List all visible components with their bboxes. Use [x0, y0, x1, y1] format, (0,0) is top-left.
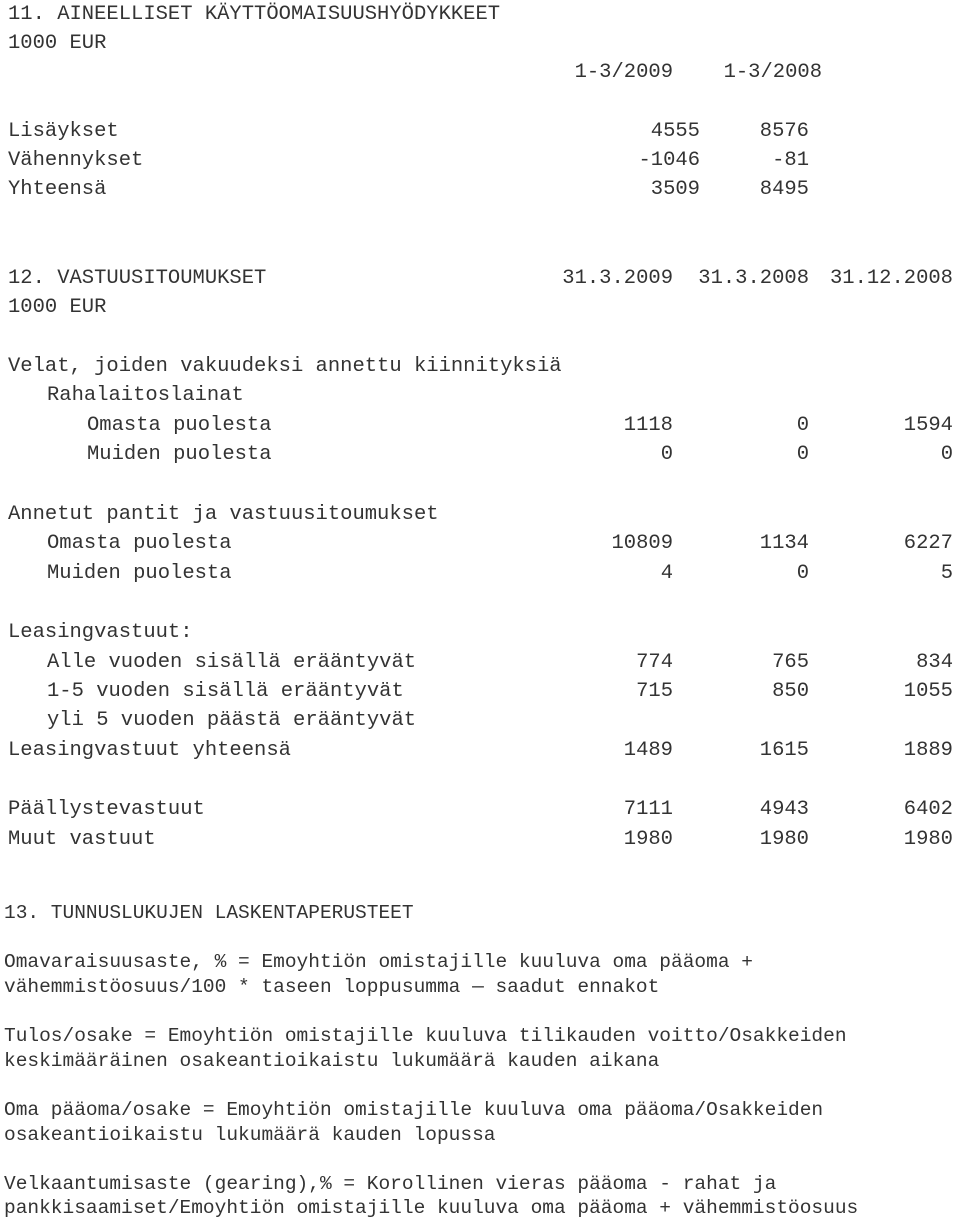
row-value: 1134 — [759, 532, 809, 555]
row-value: 4943 — [759, 798, 809, 821]
row-value: 0 — [796, 443, 809, 466]
row-label: Omasta puolesta — [47, 532, 232, 555]
row-value: 3509 — [650, 178, 700, 201]
row-value: 0 — [796, 414, 809, 437]
formula-note-line: Omavaraisuusaste, % = Emoyhtiön omistajille kuuluva oma pääoma + — [4, 951, 753, 973]
table-row — [0, 825, 960, 854]
section-11-period-header — [0, 58, 960, 87]
row-value: 1118 — [623, 414, 673, 437]
row-value: 8576 — [759, 120, 809, 143]
total-row — [0, 736, 960, 765]
formula-note-line: osakeantioikaistu lukumäärä kauden lopussa — [4, 1124, 496, 1146]
row-value: 1889 — [903, 739, 953, 762]
formula-note-line: Oma pääoma/osake = Emoyhtiön omistajille kuuluva oma pääoma/Osakkeiden — [4, 1099, 824, 1121]
table-row — [0, 529, 960, 558]
row-value: 10809 — [611, 532, 673, 555]
table-row — [0, 795, 960, 824]
row-value: 850 — [772, 680, 809, 703]
section-11-title — [0, 0, 960, 29]
section-13-title: 13. TUNNUSLUKUJEN LASKENTAPERUSTEET — [4, 902, 414, 924]
table-row — [0, 146, 960, 175]
row-value: 4 — [660, 562, 673, 585]
group-heading — [0, 500, 960, 529]
date-header-2: 31.3.2008 — [698, 267, 809, 290]
row-value: 7111 — [623, 798, 673, 821]
row-label: Päällystevastuut — [8, 798, 205, 821]
row-value: 0 — [660, 443, 673, 466]
group-heading-text: Velat, joiden vakuudeksi annettu kiinnityksiä — [8, 355, 562, 378]
row-label: Yhteensä — [8, 178, 107, 201]
table-row — [0, 175, 960, 204]
section-12-header — [0, 264, 960, 293]
row-value: 5 — [940, 562, 953, 585]
group-heading — [0, 352, 960, 381]
table-row — [0, 706, 960, 735]
row-value: 6227 — [903, 532, 953, 555]
group-subheading-text: Rahalaitoslainat — [47, 384, 244, 407]
row-value: 715 — [636, 680, 673, 703]
row-value: 4555 — [650, 120, 700, 143]
row-label: Muut vastuut — [8, 828, 156, 851]
group-subheading — [0, 381, 960, 410]
row-value: 0 — [940, 443, 953, 466]
table-row — [0, 648, 960, 677]
table-row — [0, 117, 960, 146]
row-value: 1594 — [903, 414, 953, 437]
period-header-1: 1-3/2009 — [574, 61, 673, 84]
row-value: 1980 — [623, 828, 673, 851]
row-value: 765 — [772, 651, 809, 674]
row-value: 834 — [916, 651, 953, 674]
group-heading — [0, 618, 960, 647]
row-value: -81 — [772, 149, 809, 172]
formula-note-line: Tulos/osake = Emoyhtiön omistajille kuuluva tilikauden voitto/Osakkeiden — [4, 1025, 847, 1047]
table-row — [0, 559, 960, 588]
table-row — [0, 677, 960, 706]
row-label: 1-5 vuoden sisällä erääntyvät — [47, 680, 404, 703]
section-title-text: 12. VASTUUSITOUMUKSET — [8, 267, 267, 290]
formula-note-line: Velkaantumisaste (gearing),% = Korollinen vieras pääoma - rahat ja — [4, 1173, 777, 1195]
formula-note-line: pankkisaamiset/Emoyhtiön omistajille kuuluva oma pääoma + vähemmistöosuus — [4, 1197, 859, 1219]
row-label: Leasingvastuut yhteensä — [8, 739, 291, 762]
row-label: Alle vuoden sisällä erääntyvät — [47, 651, 417, 674]
row-label: Omasta puolesta — [87, 414, 272, 437]
group-heading-text: Leasingvastuut: — [8, 621, 193, 644]
row-value: 1980 — [903, 828, 953, 851]
row-label: yli 5 vuoden päästä erääntyvät — [47, 709, 417, 732]
row-value: 1489 — [623, 739, 673, 762]
row-label: Muiden puolesta — [47, 562, 232, 585]
period-header-2: 1-3/2008 — [723, 61, 822, 84]
row-label: Lisäykset — [8, 120, 119, 143]
row-value: 774 — [636, 651, 673, 674]
group-heading-text: Annetut pantit ja vastuusitoumukset — [8, 503, 439, 526]
row-value: 6402 — [903, 798, 953, 821]
formula-note-line: keskimääräinen osakeantioikaistu lukumäärä kauden aikana — [4, 1050, 660, 1072]
row-label: Muiden puolesta — [87, 443, 272, 466]
row-value: 1980 — [759, 828, 809, 851]
unit-label: 1000 EUR — [8, 296, 107, 319]
row-value: 8495 — [759, 178, 809, 201]
table-row — [0, 411, 960, 440]
date-header-1: 31.3.2009 — [562, 267, 673, 290]
row-value: -1046 — [638, 149, 700, 172]
date-header-3: 31.12.2008 — [829, 267, 953, 290]
row-label: Vähennykset — [8, 149, 144, 172]
row-value: 1615 — [759, 739, 809, 762]
row-value: 1055 — [903, 680, 953, 703]
table-row — [0, 440, 960, 469]
section-11-unit — [0, 29, 960, 58]
unit-label: 1000 EUR — [8, 32, 107, 55]
section-title-text: 11. AINEELLISET KÄYTTÖOMAISUUSHYÖDYKKEET — [8, 3, 501, 26]
formula-note-line: vähemmistöosuus/100 * taseen loppusumma — saadut ennakot — [4, 976, 660, 998]
section-12-unit — [0, 293, 960, 322]
row-value: 0 — [796, 562, 809, 585]
